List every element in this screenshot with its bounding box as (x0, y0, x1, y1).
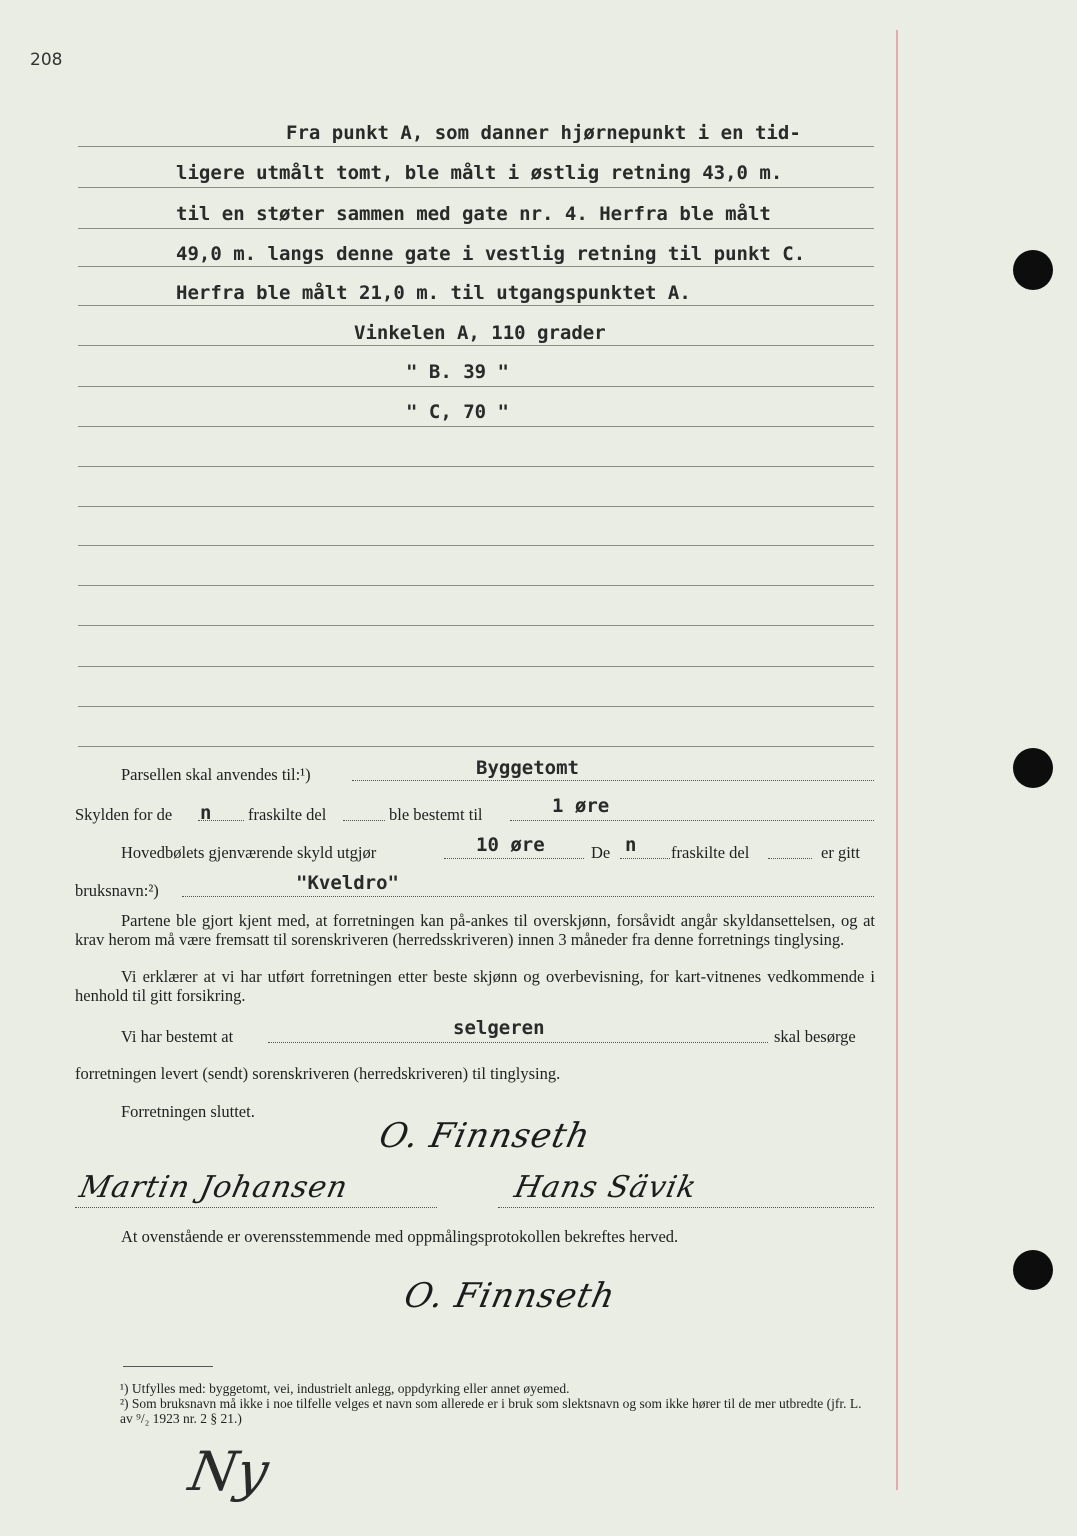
skylden-fraskilte-label: fraskilte del (248, 805, 327, 824)
footnote: ²) Som bruksnavn må ikke i noe tilfelle velges et navn som allerede er i bruk som slektsnavn og som ikke hører til de mer utbredte (jfr. L. av ⁹/₂ 1923 nr. 2 § 21.) (120, 1396, 862, 1426)
de-label: De (591, 843, 611, 862)
bruksnavn-label: bruksnavn:²) (75, 881, 159, 900)
bruksnavn-value: "Kveldro" (296, 872, 399, 894)
ruled-line (78, 228, 874, 229)
bestemt-label: Vi har bestemt at (121, 1027, 234, 1046)
signature: O. Finnseth (375, 1116, 595, 1156)
ruled-line (78, 625, 874, 626)
ruled-line (78, 585, 874, 586)
partene-paragraph: Partene ble gjort kjent med, at forretningen kan på-ankes til overskjønn, forsåvidt angår skyldansettelsen, og at krav herom må være fremsatt til sorenskriveren (herredsskriveren) innen 3 måneder fra denne forretnings tinglysing. (75, 911, 875, 949)
bekreftes-text: At ovenstående er overensstemmende med oppmålingsprotokollen bekreftes herved. (121, 1227, 679, 1246)
fraskilte-label: fraskilte del (671, 843, 750, 862)
handwritten-mark: Ny (184, 1440, 274, 1503)
parsellen-value: Byggetomt (476, 757, 579, 779)
hovedbolet-value: 10 øre (476, 834, 545, 856)
signature: O. Finnseth (400, 1276, 620, 1316)
bestemt-value: selgeren (453, 1017, 545, 1039)
typed-line: ligere utmålt tomt, ble målt i østlig retning 43,0 m. (176, 162, 783, 184)
skylden-n: n (200, 802, 212, 824)
typed-line: Vinkelen A, 110 grader (354, 322, 606, 344)
de-n: n (625, 834, 637, 856)
levert-line: forretningen levert (sendt) sorenskriveren (herredskriveren) til tinglysing. (75, 1064, 561, 1083)
ruled-line (78, 426, 874, 427)
ruled-line (78, 266, 874, 267)
typed-line: " B. 39 " (406, 361, 509, 383)
parsellen-label: Parsellen skal anvendes til:¹) (121, 765, 311, 784)
ruled-line (78, 146, 874, 147)
ruled-line (78, 187, 874, 188)
fill-line (182, 896, 874, 897)
fill-line (343, 820, 385, 821)
signature-line (75, 1207, 437, 1208)
punch-hole (1013, 1250, 1053, 1290)
skylden-bestemt-label: ble bestemt til (389, 805, 483, 824)
ruled-line (78, 746, 874, 747)
skylden-label: Skylden for de (75, 805, 173, 824)
erklaering-paragraph: Vi erklærer at vi har utført forretningen etter beste skjønn og overbevisning, for kart-vitnenes vedkommende i henhold til gitt forsikring. (75, 967, 875, 1005)
fill-line (444, 858, 584, 859)
ruled-line (78, 706, 874, 707)
ruled-line (78, 305, 874, 306)
punch-hole (1013, 250, 1053, 290)
fill-line (352, 780, 874, 781)
punch-hole (1013, 748, 1053, 788)
ruled-line (78, 466, 874, 467)
typed-line: Herfra ble målt 21,0 m. til utgangspunktet A. (176, 282, 691, 304)
besorge-label: skal besørge (774, 1027, 856, 1046)
footnote-rule (123, 1366, 213, 1367)
fill-line (510, 820, 874, 821)
typed-line: til en støter sammen med gate nr. 4. Herfra ble målt (176, 203, 771, 225)
footnote: ¹) Utfylles med: byggetomt, vei, industrielt anlegg, oppdyrking eller annet øyemed. (120, 1381, 570, 1396)
signature: Martin Johansen (76, 1170, 352, 1205)
ruled-line (78, 345, 874, 346)
hovedbolet-label: Hovedbølets gjenværende skyld utgjør (121, 843, 377, 862)
typed-line: 49,0 m. langs denne gate i vestlig retning til punkt C. (176, 243, 806, 265)
typed-line: " C, 70 " (406, 401, 509, 423)
fill-line (620, 858, 670, 859)
skylden-value: 1 øre (552, 795, 610, 817)
ruled-line (78, 506, 874, 507)
fill-line (198, 820, 244, 821)
fill-line (268, 1042, 768, 1043)
margin-line (896, 30, 898, 1490)
sluttet-text: Forretningen sluttet. (121, 1102, 255, 1121)
signature: Hans Sävik (511, 1170, 701, 1205)
page-number: 208 (30, 50, 63, 70)
ruled-line (78, 386, 874, 387)
signature-line (498, 1207, 874, 1208)
ruled-line (78, 545, 874, 546)
typed-line: Fra punkt A, som danner hjørnepunkt i en tid- (286, 122, 801, 144)
er-gitt-label: er gitt (821, 843, 860, 862)
fill-line (768, 858, 812, 859)
ruled-line (78, 666, 874, 667)
